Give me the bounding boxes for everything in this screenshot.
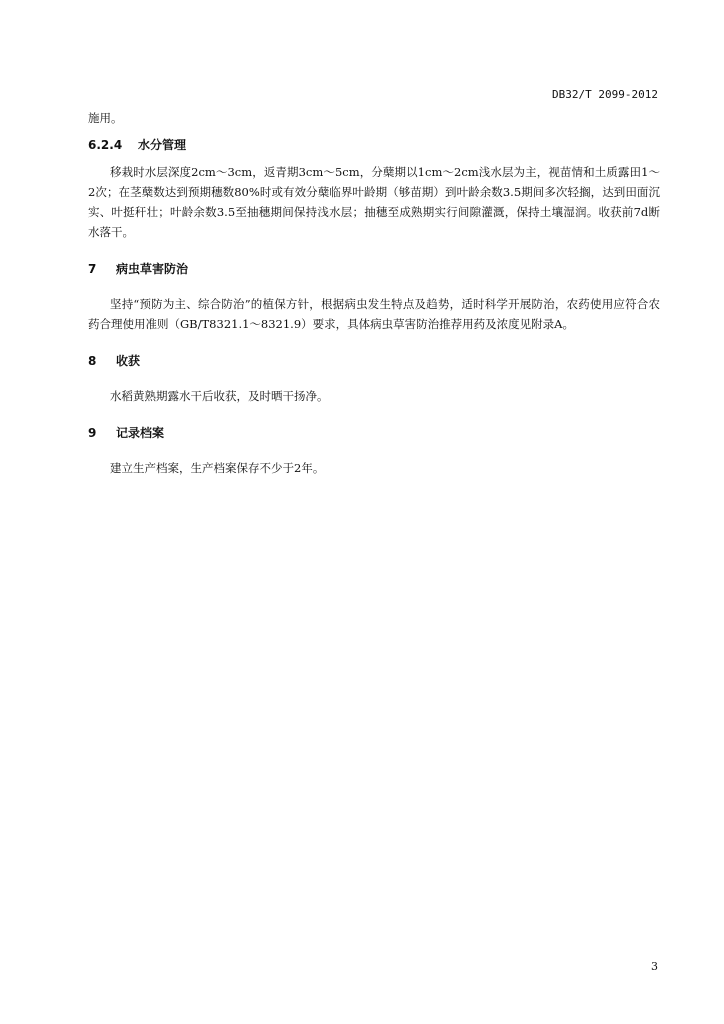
section-title: 收获 [116,354,141,368]
document-body [88,108,660,478]
document-code-header: DB32/T 2099-2012 [552,88,658,101]
section-7-text: 坚持“预防为主、综合防治”的植保方针，根据病虫发生特点及趋势，适时科学开展防治，农药使用应符合农药合理使用准则（GB/T8321.1～8321.9）要求，具体病虫草害防治推荐用药及浓度见附录A。 [88,297,660,331]
section-8-text: 水稻黄熟期露水干后收获，及时晒干扬净。 [110,389,329,403]
section-title: 记录档案 [116,426,165,440]
section-7-heading [88,260,660,278]
section-6-2-4-text: 移栽时水层深度2cm～3cm，返青期3cm～5cm，分蘖期以1cm～2cm浅水层为主，视苗情和土质露田1～2次；在茎蘖数达到预期穗数80%时或有效分蘖临界叶龄期（够苗期）到叶龄余数3.5期间多次轻搁，达到田面沉实、叶挺秆壮；叶龄余数3.5至抽穗期间保持浅水层；抽穗至成熟期实行间隙灌溉，保持土壤湿润。收获前7d断水落干。 [88,165,660,239]
section-number: 9 [88,426,97,440]
section-8-heading [88,352,660,370]
section-9-text: 建立生产档案，生产档案保存不少于2年。 [110,461,325,475]
section-6-2-4-heading [88,136,660,154]
section-title: 水分管理 [138,138,187,152]
section-number: 8 [88,354,97,368]
section-number: 7 [88,262,97,276]
section-9-heading [88,424,660,442]
section-number: 6.2.4 [88,138,123,152]
section-title: 病虫草害防治 [116,262,189,276]
page-number: 3 [651,960,658,973]
continuation-text: 施用。 [88,111,123,125]
